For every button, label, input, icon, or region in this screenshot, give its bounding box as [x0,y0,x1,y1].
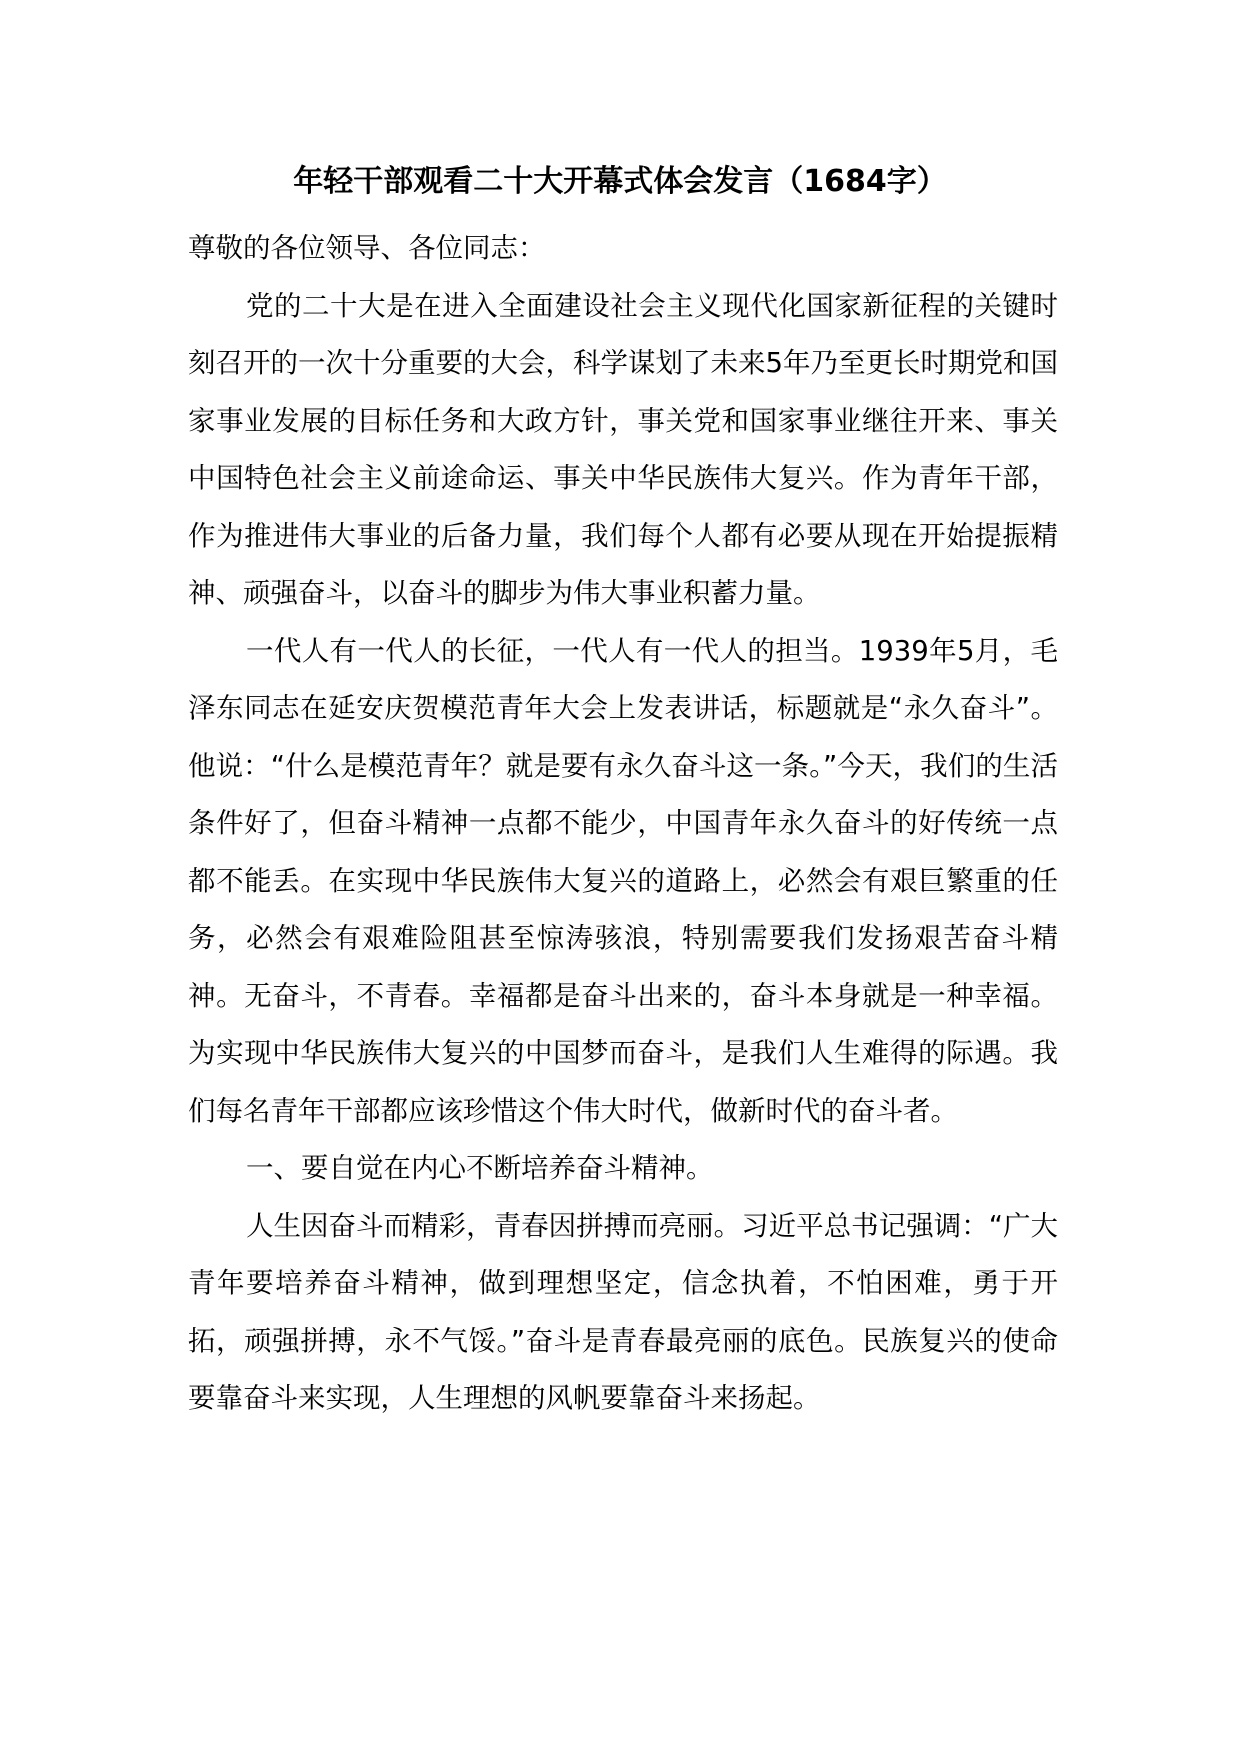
paragraph-struggle-spirit: 人生因奋斗而精彩，青春因拼搏而亮丽。习近平总书记强调：“广大青年要培养奋斗精神，做到理想坚定，信念执着，不怕困难，勇于开拓，顽强拼搏，永不气馁。”奋斗是青春最亮丽的底色。民族复兴的使命要靠奋斗来实现，人生理想的风帆要靠奋斗来扬起。 [188,1209,1058,1414]
paragraph-long-march: 一代人有一代人的长征，一代人有一代人的担当。1939年5月，毛泽东同志在延安庆贺模范青年大会上发表讲话，标题就是“永久奋斗”。他说：“什么是模范青年？就是要有永久奋斗这一条。”今天，我们的生活条件好了，但奋斗精神一点都不能少，中国青年永久奋斗的好传统一点都不能丢。在实现中华民族伟大复兴的道路上，必然会有艰巨繁重的任务，必然会有艰难险阻甚至惊涛骇浪，特别需要我们发扬艰苦奋斗精神。无奋斗，不青春。幸福都是奋斗出来的，奋斗本身就是一种幸福。为实现中华民族伟大复兴的中国梦而奋斗，是我们人生难得的际遇。我们每名青年干部都应该珍惜这个伟大时代，做新时代的奋斗者。 [188,634,1058,1127]
document-body [188,220,1058,1428]
paragraph-intro: 党的二十大是在进入全面建设社会主义现代化国家新征程的关键时刻召开的一次十分重要的大会，科学谋划了未来5年乃至更长时期党和国家事业发展的目标任务和大政方针，事关党和国家事业继往开来、事关中国特色社会主义前途命运、事关中华民族伟大复兴。作为青年干部，作为推进伟大事业的后备力量，我们每个人都有必要从现在开始提振精神、顽强奋斗，以奋斗的脚步为伟大事业积蓄力量。 [188,289,1058,609]
section-heading-1: 一、要自觉在内心不断培养奋斗精神。 [246,1152,714,1184]
salutation: 尊敬的各位领导、各位同志： [188,232,546,264]
document-title: 年轻干部观看二十大开幕式体会发言（1684字） [293,164,947,199]
